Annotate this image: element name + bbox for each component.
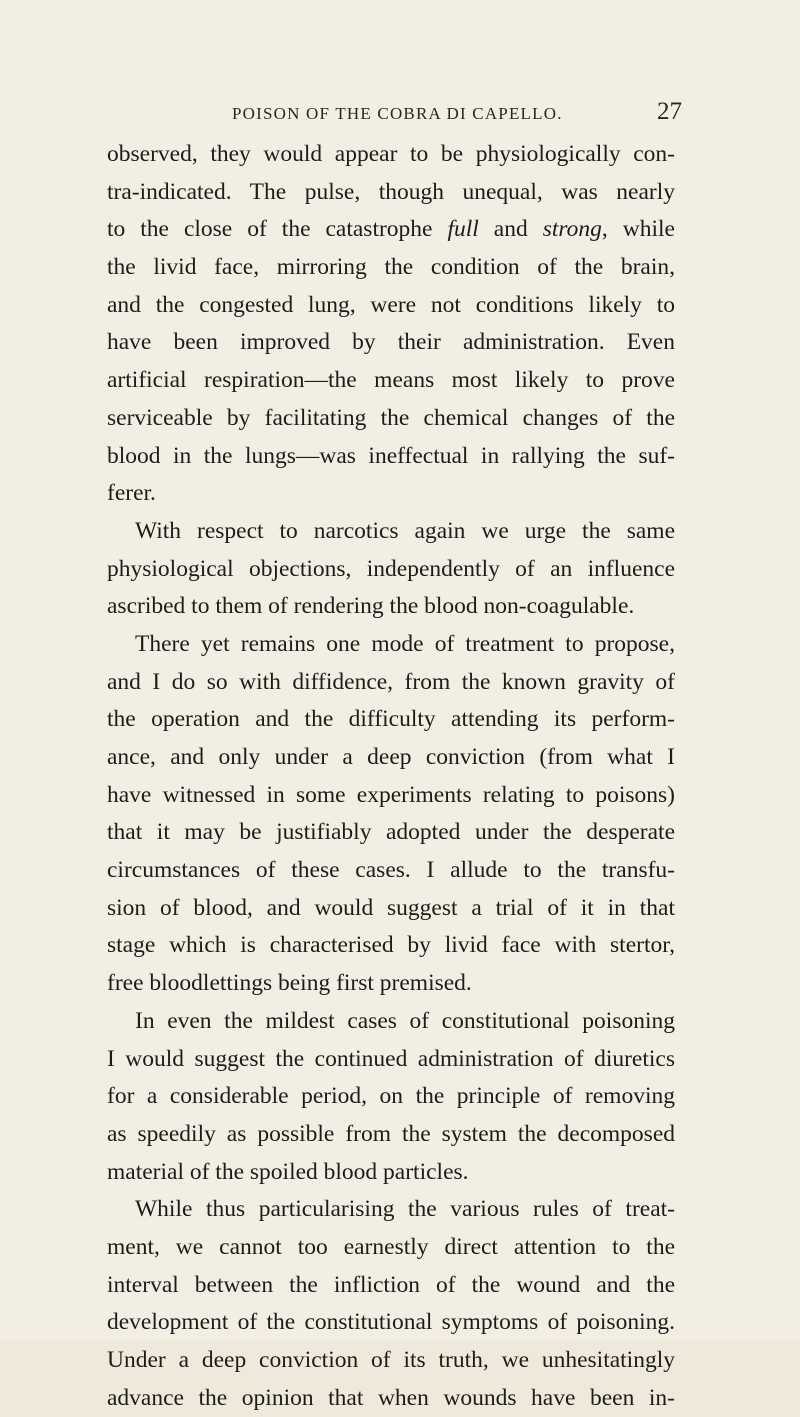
text-line: ance, and only under a deep conviction (from what I: [107, 744, 675, 770]
text-line: to the close of the catastrophe full and strong, while: [107, 216, 675, 243]
text-line: artificial respiration—the means most likely to prove: [107, 367, 675, 394]
text-line: free bloodlettings being first premised.: [107, 970, 472, 997]
page-number: 27: [657, 98, 682, 125]
emphasis-strong: strong: [542, 216, 602, 243]
text-line: circumstances of these cases. I allude to the transfu-: [107, 857, 675, 884]
text-line: observed, they would appear to be physiologically con-: [107, 141, 675, 167]
text-line: blood in the lungs—was ineffectual in rallying the suf-: [107, 442, 675, 469]
running-head: [232, 98, 682, 128]
text-line: physiological objections, independently of an influence: [107, 555, 675, 582]
text-line: advance the opinion that when wounds have been in-: [107, 1384, 675, 1411]
text-line: ferer.: [107, 480, 156, 507]
text-line: and I do so with diffidence, from the known gravity of: [107, 668, 675, 695]
text-line: ascribed to them of rendering the blood non-coagulable.: [107, 593, 635, 620]
text-line: the operation and the difficulty attending its perform-: [107, 706, 675, 733]
running-title: POISON OF THE COBRA DI CAPELLO.: [232, 104, 563, 123]
text-line: that it may be justifiably adopted under the desperate: [107, 819, 675, 846]
text-line: In even the mildest cases of constitutional poisoning: [135, 1007, 675, 1034]
body-text: [107, 136, 675, 1417]
text-line: serviceable by facilitating the chemical changes of the: [107, 404, 675, 431]
text-line: have been improved by their administration. Even: [107, 329, 675, 356]
text-line: stage which is characterised by livid face with stertor,: [107, 932, 675, 959]
text-line: sion of blood, and would suggest a trial of it in that: [107, 894, 675, 921]
text-line: ment, we cannot too earnestly direct attention to the: [107, 1233, 675, 1260]
text-line: the livid face, mirroring the condition of the brain,: [107, 254, 675, 281]
text-line: With respect to narcotics again we urge the same: [135, 517, 675, 544]
text-line: I would suggest the continued administration of diuretics: [107, 1045, 675, 1072]
emphasis-full: full: [447, 216, 479, 243]
text-line: interval between the infliction of the wound and the: [107, 1271, 675, 1298]
text-line: development of the constitutional symptoms of poisoning.: [107, 1309, 675, 1336]
text-line: While thus particularising the various rules of treat-: [135, 1196, 675, 1223]
text-line: as speedily as possible from the system the decomposed: [107, 1120, 675, 1147]
text-line: Under a deep conviction of its truth, we unhesitatingly: [107, 1347, 675, 1373]
text-line: material of the spoiled blood particles.: [107, 1158, 469, 1185]
text-line: There yet remains one mode of treatment to propose,: [135, 630, 675, 657]
text-line: tra-indicated. The pulse, though unequal, was nearly: [107, 178, 675, 205]
text-line: for a considerable period, on the principle of removing: [107, 1083, 675, 1110]
text-line: and the congested lung, were not conditions likely to: [107, 291, 675, 318]
text-line: have witnessed in some experiments relating to poisons): [107, 781, 675, 808]
